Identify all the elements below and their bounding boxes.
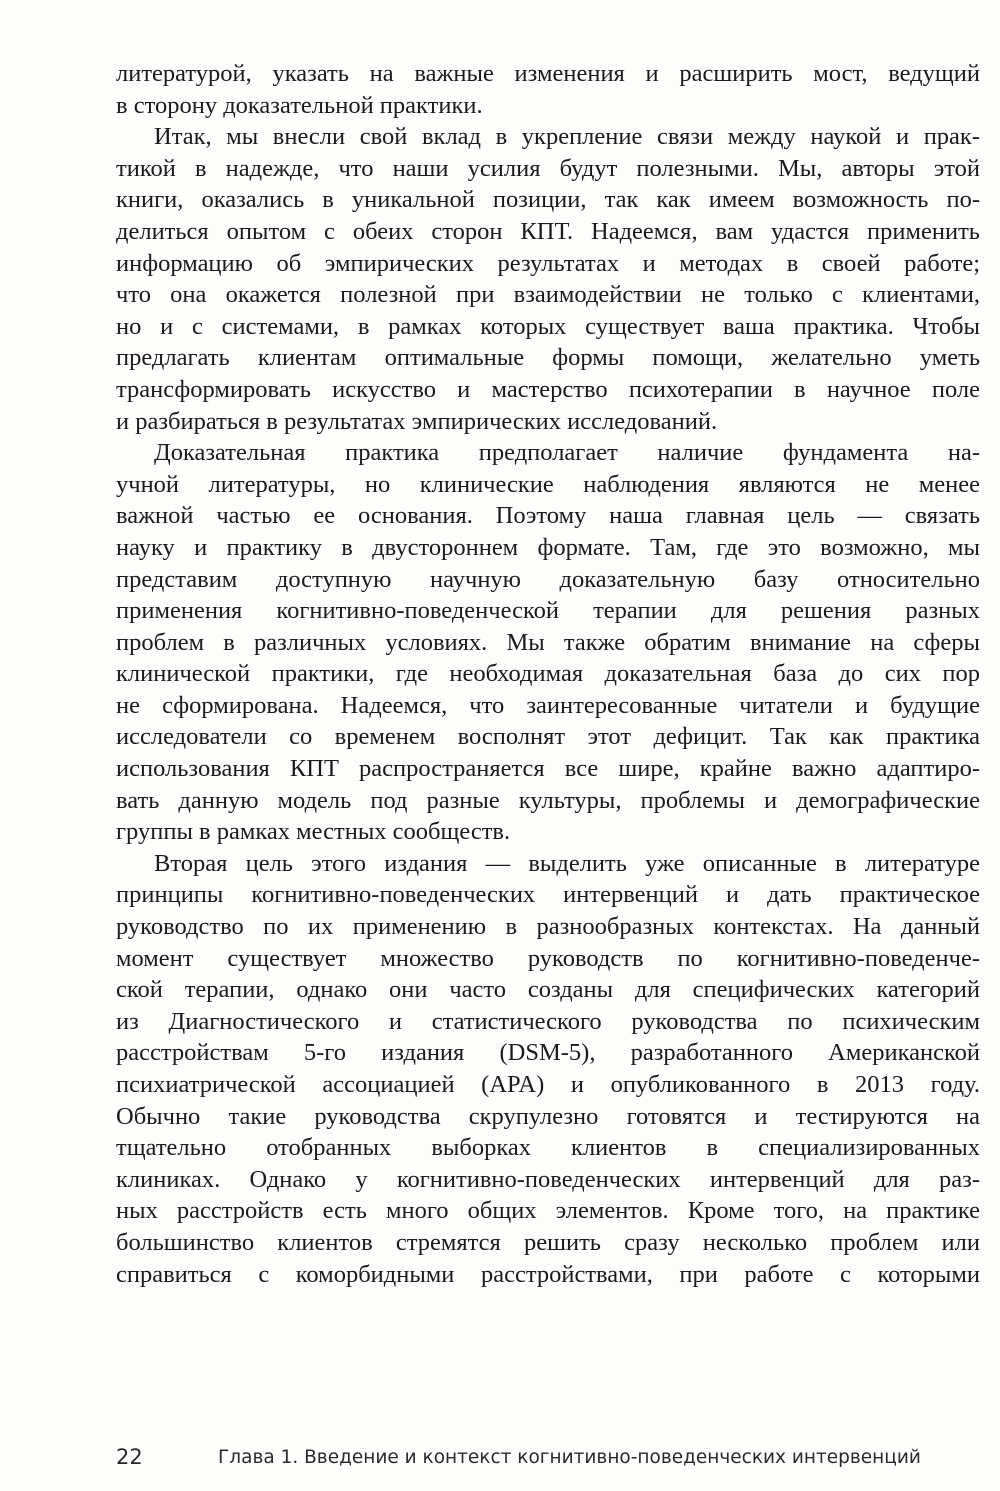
text-line: литературой, указать на важные изменения и расширить мост, ведущий (116, 60, 980, 87)
text-line: исследователи со временем восполнят этот дефицит. Так как практика (116, 723, 980, 751)
text-line: науку и практику в двустороннем формате. Там, где это возможно, мы (116, 533, 980, 561)
paragraph-first-line: Доказательная практика предполагает наличие фундамента на- (154, 439, 980, 467)
text-line: книги, оказались в уникальной позиции, так как имеем возможность по- (116, 186, 980, 214)
page-number: 22 (116, 1445, 143, 1469)
text-line: информацию об эмпирических результатах и методах в своей работе; (116, 249, 980, 277)
text-line: принципы когнитивно-поведенческих интервенций и дать практическое (116, 881, 980, 909)
text-line: клинической практики, где необходимая доказательная база до сих пор (116, 660, 980, 688)
text-line: Обычно такие руководства скрупулезно готовятся и тестируются на (116, 1102, 980, 1130)
text-line: использования КПТ распространяется все шире, крайне важно адаптиро- (116, 755, 980, 783)
text-line: трансформировать искусство и мастерство психотерапии в научное поле (116, 375, 980, 403)
text-line: расстройствам 5-го издания (DSM-5), разработанного Американской (116, 1039, 980, 1067)
text-line: ской терапии, однако они часто созданы для специфических категорий (116, 976, 980, 1004)
text-line: и разбираться в результатах эмпирических исследований. (116, 407, 718, 435)
text-line: применения когнитивно-поведенческой терапии для решения разных (116, 597, 980, 625)
body-text (116, 58, 980, 1290)
text-line: ных расстройств есть много общих элементов. Кроме того, на практике (116, 1197, 980, 1225)
text-line: клиниках. Однако у когнитивно-поведенческих интервенций для раз- (116, 1165, 980, 1193)
text-line: тщательно отобранных выборках клиентов в специализированных (116, 1134, 980, 1162)
text-line: делиться опытом с обеих сторон КПТ. Надеемся, вам удастся применить (116, 217, 980, 245)
text-line: учной литературы, но клинические наблюдения являются не менее (116, 470, 980, 498)
text-line: важной частью ее основания. Поэтому наша главная цель — связать (116, 502, 980, 530)
text-line: что она окажется полезной при взаимодействии не только с клиентами, (116, 281, 980, 309)
text-line: представим доступную научную доказательную базу относительно (116, 565, 980, 593)
text-line: из Диагностического и статистического руководства по психическим (116, 1007, 980, 1035)
text-line: момент существует множество руководств по когнитивно-поведенче- (116, 944, 980, 972)
paragraph-first-line: Вторая цель этого издания — выделить уже описанные в литературе (154, 849, 980, 877)
text-line: вать данную модель под разные культуры, проблемы и демографические (116, 786, 980, 814)
page-footer (116, 1442, 980, 1474)
text-line: руководство по их применению в разнообразных контекстах. На данный (116, 913, 980, 941)
text-line: предлагать клиентам оптимальные формы помощи, желательно уметь (116, 344, 980, 372)
text-line: тикой в надежде, что наши усилия будут полезными. Мы, авторы этой (116, 154, 980, 182)
text-line: группы в рамках местных сообществ. (116, 818, 511, 846)
text-line: проблем в различных условиях. Мы также обратим внимание на сферы (116, 628, 980, 656)
text-line: психиатрической ассоциацией (APA) и опубликованного в 2013 году. (116, 1071, 980, 1098)
paragraph-first-line: Итак, мы внесли свой вклад в укрепление связи между наукой и прак- (154, 123, 980, 151)
text-line: но и с системами, в рамках которых существует ваша практика. Чтобы (116, 312, 980, 340)
running-head: Глава 1. Введение и контекст когнитивно-поведенческих интервенций (218, 1447, 921, 1468)
text-line: в сторону доказательной практики. (116, 91, 483, 119)
text-line: большинство клиентов стремятся решить сразу несколько проблем или (116, 1228, 980, 1256)
text-line: справиться с коморбидными расстройствами, при работе с которыми (116, 1260, 980, 1288)
text-line: не сформирована. Надеемся, что заинтересованные читатели и будущие (116, 691, 980, 719)
